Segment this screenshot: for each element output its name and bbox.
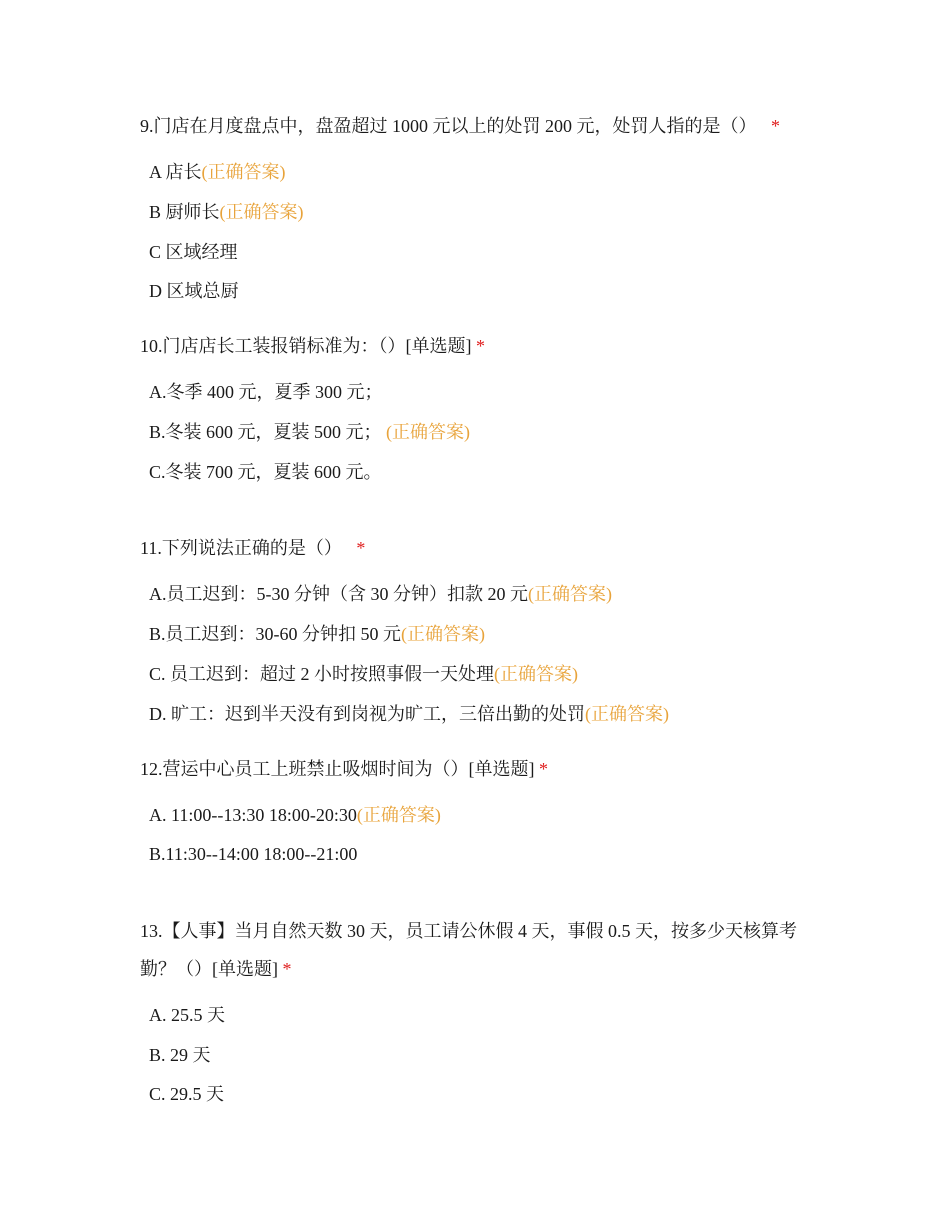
question-title-text: 9.门店在月度盘点中，盘盈超过 1000 元以上的处罚 200 元，处罚人指的是（） [140,116,757,136]
question-11-title [140,529,820,567]
option-text: D. 旷工：迟到半天没有到岗视为旷工，三倍出勤的处罚 [149,704,585,724]
option-11b[interactable] [149,622,485,646]
question-12-title [140,750,820,788]
correct-answer-tag: (正确答案) [219,202,304,222]
option-text: B.员工迟到：30-60 分钟扣 50 元 [149,624,401,644]
required-star: * [539,759,548,779]
option-11c[interactable] [149,662,578,686]
option-text: A.员工迟到：5-30 分钟（含 30 分钟）扣款 20 元 [149,584,528,604]
option-13a[interactable] [149,1003,225,1027]
option-10b[interactable] [149,420,470,444]
option-10a[interactable] [149,380,383,404]
option-text: A.冬季 400 元，夏季 300 元； [149,382,383,402]
option-11a[interactable] [149,582,612,606]
correct-answer-tag: (正确答案) [401,624,485,644]
option-text: A 店长 [149,162,202,182]
question-9-title [140,107,820,145]
question-title-text: 11.下列说法正确的是（） [140,538,342,558]
option-11d[interactable] [149,702,669,726]
option-12a[interactable] [149,803,441,827]
required-star: * [476,336,485,356]
required-star: * [771,116,780,136]
option-13c[interactable] [149,1082,224,1106]
option-text: C.冬装 700 元，夏装 600 元。 [149,462,382,482]
question-title-text: 13.【人事】当月自然天数 30 天，员工请公休假 4 天，事假 0.5 天，按多少天核算考勤？（）[单选题] [140,921,797,979]
option-text: B. 29 天 [149,1045,211,1065]
correct-answer-tag: (正确答案) [356,805,441,825]
question-title-text: 12.营运中心员工上班禁止吸烟时间为（）[单选题] [140,759,535,779]
option-13b[interactable] [149,1043,211,1067]
required-star: * [356,538,366,558]
option-text: B.11:30--14:00 18:00--21:00 [149,844,358,864]
question-10-title [140,327,820,365]
option-text: B.冬装 600 元，夏装 500 元； [149,422,382,442]
option-text: A. 25.5 天 [149,1005,225,1025]
option-text: D 区域总厨 [149,281,239,301]
option-12b[interactable] [149,842,357,866]
required-star: * [282,959,292,979]
option-text: B 厨师长 [149,202,220,222]
option-text: C. 29.5 天 [149,1084,225,1104]
option-text: A. 11:00--13:30 18:00-20:30 [149,805,357,825]
option-9d[interactable] [149,279,239,303]
correct-answer-tag: (正确答案) [585,704,669,724]
option-9b[interactable] [149,200,304,224]
question-title-text: 10.门店店长工装报销标准为：（）[单选题] [140,336,472,356]
correct-answer-tag: (正确答案) [201,162,286,182]
correct-answer-tag: (正确答案) [386,422,471,442]
option-9c[interactable] [149,240,238,264]
question-13-title [140,912,820,988]
option-text: C. 员工迟到：超过 2 小时按照事假一天处理 [149,664,495,684]
option-9a[interactable] [149,160,286,184]
correct-answer-tag: (正确答案) [494,664,579,684]
option-10c[interactable] [149,460,382,484]
option-text: C 区域经理 [149,242,238,262]
correct-answer-tag: (正确答案) [528,584,612,604]
